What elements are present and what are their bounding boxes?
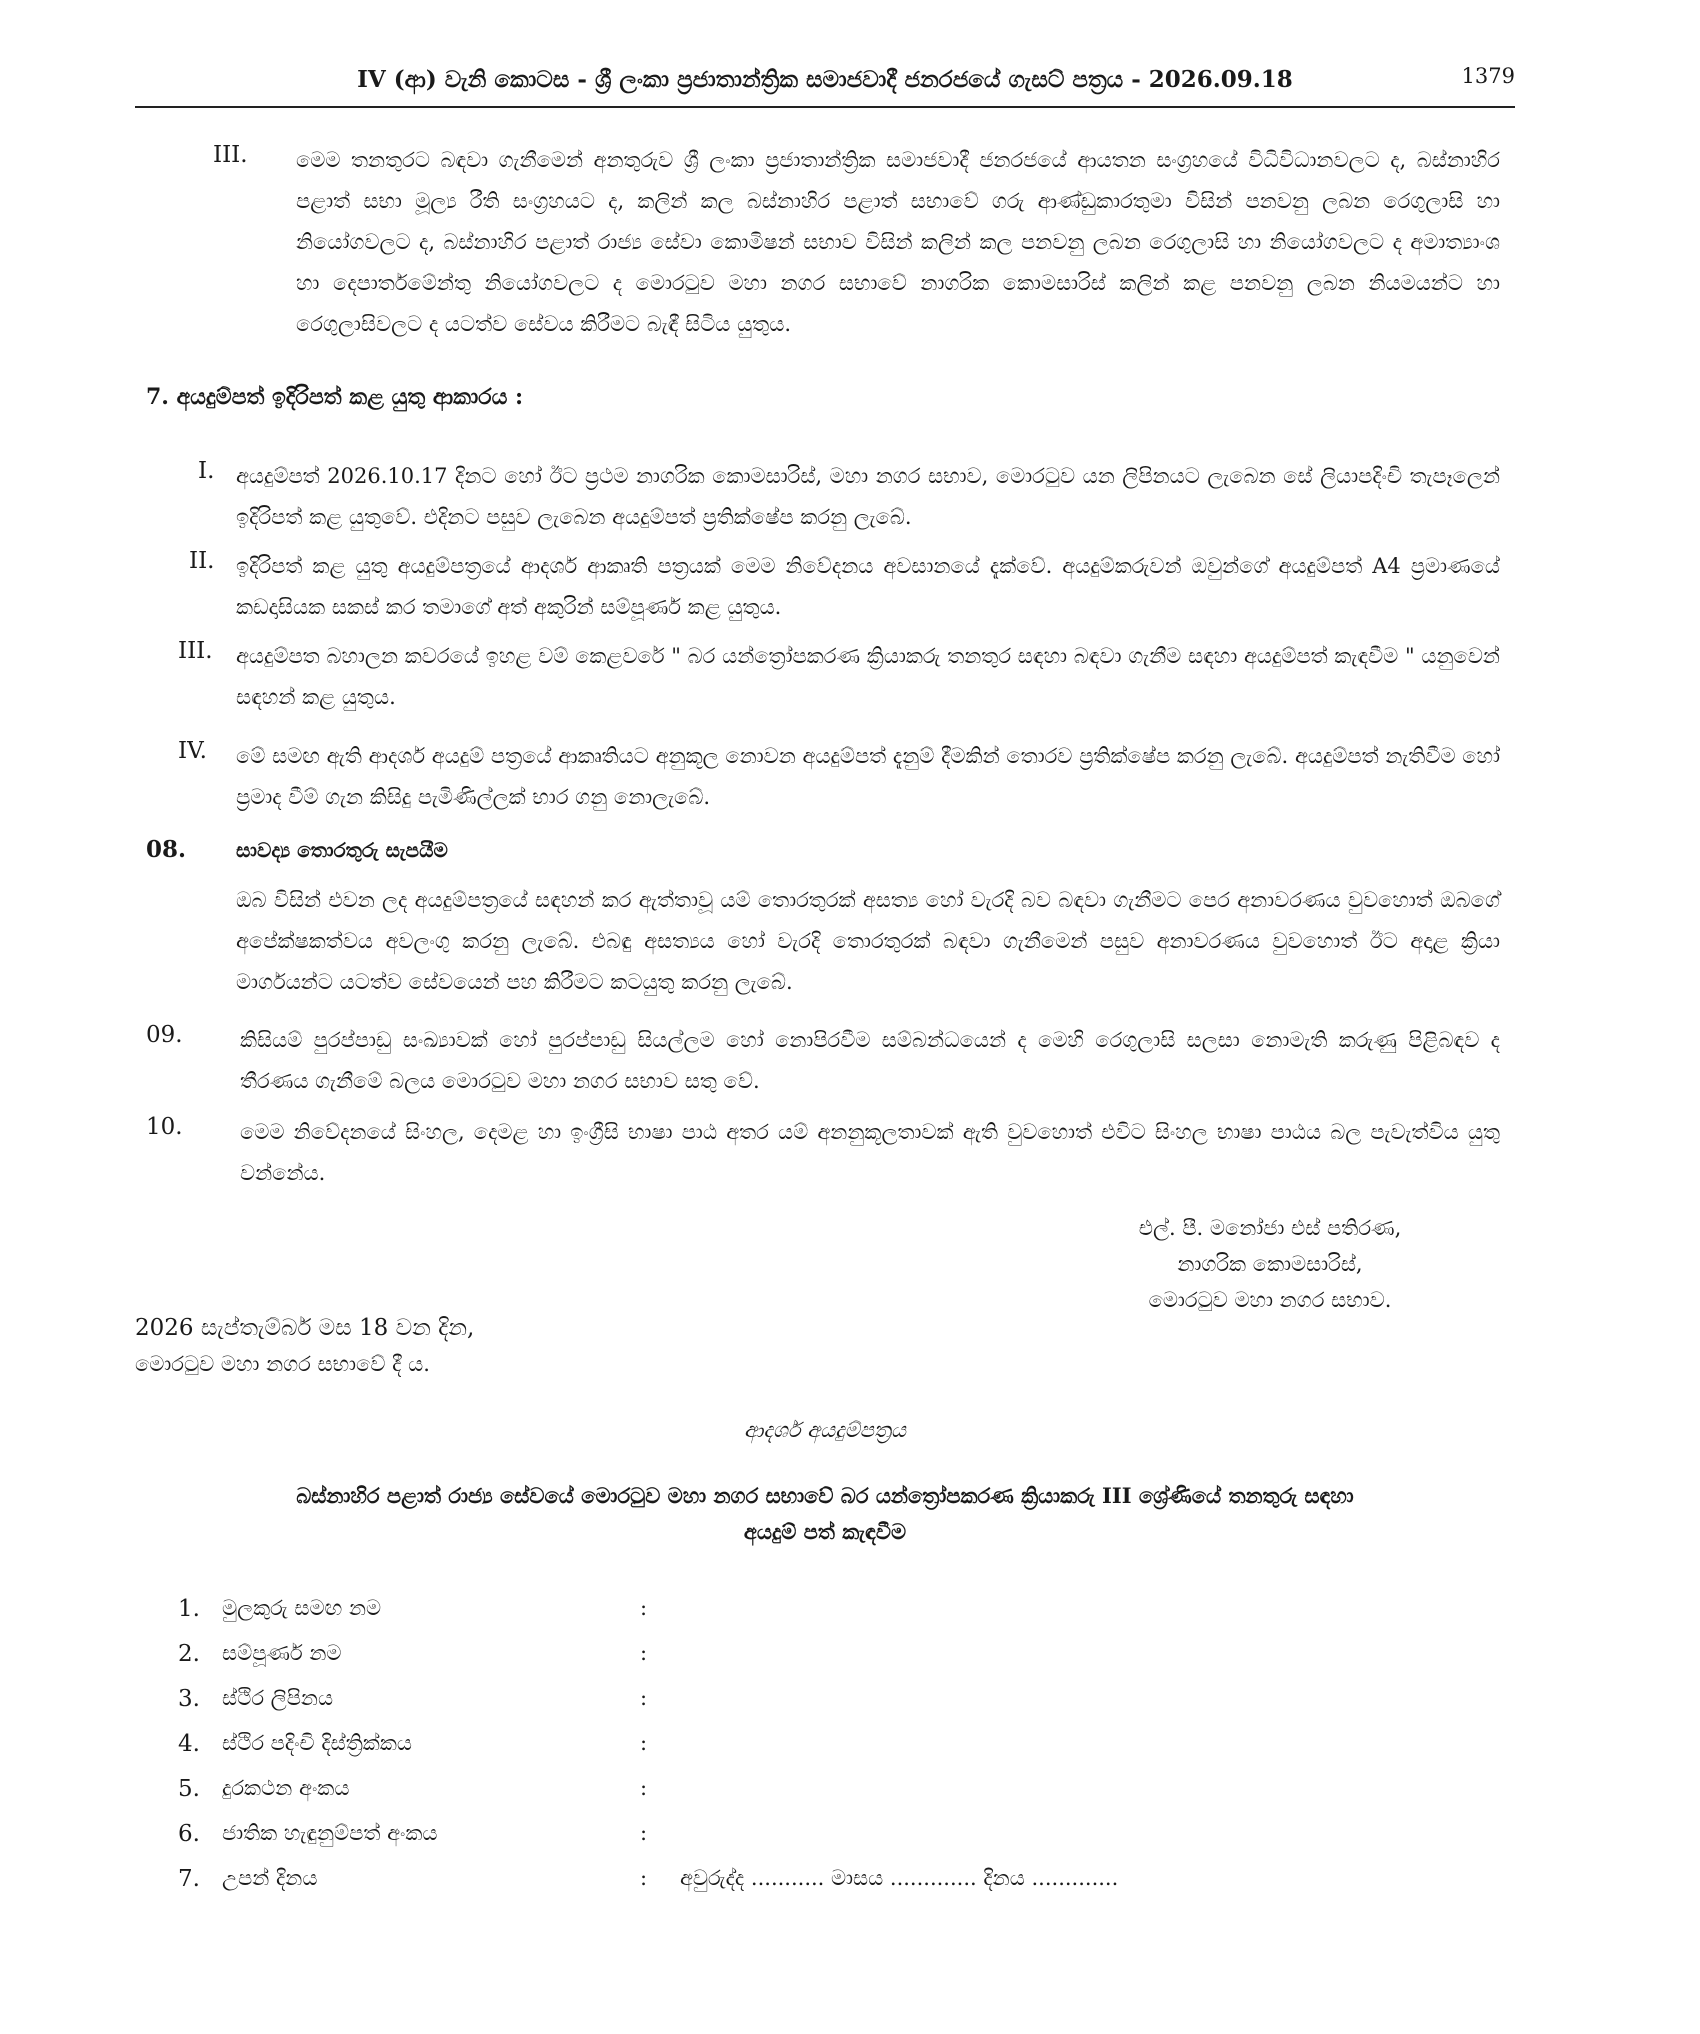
form-field-label: උපන් දිනය xyxy=(222,1866,318,1890)
notice-date: 2026 සැප්තැම්බර් මස 18 වන දින, xyxy=(135,1315,475,1341)
model-form-title-line-2: අයදුම් පත් කැඳවීම xyxy=(743,1519,907,1544)
form-field-number: 1. xyxy=(178,1596,200,1622)
form-field-label: ස්ථිර ලිපිනය xyxy=(222,1686,334,1710)
section-8-text: ඔබ විසින් එවන ලද අයදුම්පත්‍රයේ සඳහන් කර ඇත්තාවූ යම් තොරතුරක් අසත්‍ය හෝ වැරදි බව බඳවා ගැනීමට පෙර අනාවරණය වුවහොත් ඔබගේ අපේක්ෂකත්වය අවලංගු කරනු ලැබේ. එබඳු අසත්‍යය හෝ වැරදි තොරතුරක් බඳවා ගැනීමෙන් පසුව අනාවරණය වුවහොත් ඊට අදාළ ක්‍රියා මාර්ගයන්ට යටත්ව සේවයෙන් පහ කිරීමට කටයුතු කරනු ලැබේ. xyxy=(236,888,1500,994)
form-field-row xyxy=(170,1641,1370,1681)
form-field-number: 4. xyxy=(178,1731,200,1757)
section-10-number: 10. xyxy=(146,1114,183,1140)
section-iii-text: මෙම තනතුරට බඳවා ගැනීමෙන් අනතුරුව ශ්‍රී ලංකා ප්‍රජාතාන්ත්‍රික සමාජවාදී ජනරජයේ ආයතන සංග්‍රහයේ විධිවිධානවලට ද, බස්නාහිර පළාත් සභා මූල්‍ය රීති සංග්‍රහයට ද, කලින් කල බස්නාහිර පළාත් සභාවේ ගරු ආණ්ඩුකාරතුමා විසින් පනවනු ලබන රෙගුලාසි හා නියෝගවලට ද, බස්නාහිර පළාත් රාජ්‍ය සේවා කොමිෂන් සභාව විසින් කලින් කල පනවනු ලබන රෙගුලාසි හා නියෝගවලට ද අමාත්‍යාංශ හා දෙපාර්තමේන්තු නියෝගවලට ද මොරටුව මහා නගර සභාවේ නාගරික කොමසාරිස් කලින් කළ පනවනු ලබන නියමයන්ට හා රෙගුලාසිවලට ද යටත්ව සේවය කිරීමට බැඳී සිටිය යුතුය. xyxy=(296,148,1500,336)
signature-block xyxy=(1080,1210,1460,1318)
form-field-label: සම්පූර්ණ නම xyxy=(222,1641,342,1665)
form-field-colon: : xyxy=(640,1866,648,1890)
form-field-number: 7. xyxy=(178,1866,200,1892)
section-10-text: මෙම නිවේදනයේ සිංහල, දෙමළ හා ඉංග්‍රීසි භාෂා පාඨ අතර යම් අනනුකූලතාවක් ඇති වුවහොත් එවිට සිංහල භාෂා පාඨය බල පැවැත්විය යුතු වන්නේය. xyxy=(240,1120,1500,1185)
section-7-item-1-marker: I. xyxy=(198,458,215,484)
page-header xyxy=(135,60,1515,108)
page-number: 1379 xyxy=(1461,64,1515,88)
section-9-number: 09. xyxy=(146,1022,183,1048)
form-field-value: අවුරුද්ද ........... මාසය ............. දිනය ............. xyxy=(680,1866,1119,1890)
form-field-row xyxy=(170,1731,1370,1771)
model-form-title-line-1: බස්නාහිර පළාත් රාජ්‍ය සේවයේ මොරටුව මහා නගර සභාවේ බර යන්ත්‍රෝපකරණ ක්‍රියාකරු III ශ්‍රේණියේ තනතුරු සඳහා xyxy=(296,1483,1354,1508)
form-field-colon: : xyxy=(640,1596,648,1620)
form-field-colon: : xyxy=(640,1686,648,1710)
form-field-label: ස්ථිර පදිංචි දිස්ත්‍රික්කය xyxy=(222,1731,413,1755)
signatory-name: එල්. පී. මනෝජා එස් පතිරණ, xyxy=(1138,1216,1402,1240)
form-field-row xyxy=(170,1686,1370,1726)
form-field-label: මුලකුරු සමඟ නම xyxy=(222,1596,382,1620)
gazette-header-title: IV (ආ) වැනි කොටස - ශ්‍රී ලංකා ප්‍රජාතාන්ත්‍රික සමාජවාදී ජනරජයේ ගැසට් පත්‍රය - 2026.09.18 xyxy=(357,66,1293,93)
section-7-item-4-text: මේ සමඟ ඇති ආදර්ශ අයදුම් පත්‍රයේ ආකෘතියට අනුකූල නොවන අයදුම්පත් දැනුම් දීමකින් තොරව ප්‍රතික්ෂේප කරනු ලැබේ. අයදුම්පත් නැතිවීම හෝ ප්‍රමාද වීම් ගැන කිසිදු පැමිණිල්ලක් භාර ගනු නොලැබේ. xyxy=(236,744,1500,809)
form-field-row xyxy=(170,1821,1370,1861)
notice-place: මොරටුව මහා නගර සභාවේ දී ය. xyxy=(135,1352,430,1376)
section-iii-marker: III. xyxy=(213,142,248,168)
section-7-item-4-marker: IV. xyxy=(178,738,207,764)
signatory-title: නාගරික කොමසාරිස්, xyxy=(1177,1252,1363,1276)
section-9-text: කිසියම් පුරප්පාඩු සංඛ්‍යාවක් හෝ පුරප්පාඩු සියල්ලම හෝ නොපිරවීම සම්බන්ධයෙන් ද මෙහි රෙගුලාසි සලසා නොමැති කරුණු පිළිබඳව ද තීරණය ගැනීමේ බලය මොරටුව මහා නගර සභාව සතු වේ. xyxy=(240,1028,1500,1093)
form-field-colon: : xyxy=(640,1776,648,1800)
form-field-number: 6. xyxy=(178,1821,200,1847)
model-form-heading: ආදර්ශ අයදුම්පත්‍රය xyxy=(744,1418,906,1442)
form-field-row xyxy=(170,1596,1370,1636)
form-field-number: 3. xyxy=(178,1686,200,1712)
form-field-label: දුරකථන අංකය xyxy=(222,1776,350,1800)
form-field-number: 2. xyxy=(178,1641,200,1667)
section-7-item-1-text: අයදුම්පත් 2026.10.17 දිනට හෝ ඊට ප්‍රථම නාගරික කොමසාරිස්, මහා නගර සභාව, මොරටුව යන ලිපිනයට ලැබෙන සේ ලියාපදිංචි තැපෑලෙන් ඉදිරිපත් කළ යුතුවේ. එදිනට පසුව ලැබෙන අයදුම්පත් ප්‍රතික්ෂේප කරනු ලැබේ. xyxy=(236,464,1500,529)
section-7-heading: 7. අයදුම්පත් ඉදිරිපත් කළ යුතු ආකාරය : xyxy=(146,384,524,410)
form-field-number: 5. xyxy=(178,1776,200,1802)
date-place-block xyxy=(135,1310,474,1382)
section-7-item-3-text: අයදුම්පත බහාලන කවරයේ ඉහළ වම් කෙළවරේ " බර යන්ත්‍රෝපකරණ ක්‍රියාකරු තනතුර සඳහා බඳවා ගැනීම සඳහා අයදුම්පත් කැඳවීම " යනුවෙන් සඳහන් කළ යුතුය. xyxy=(236,644,1500,709)
section-7-item-2-text: ඉදිරිපත් කළ යුතු අයදුම්පත්‍රයේ ආදර්ශ ආකෘති පත්‍රයක් මෙම නිවේදනය අවසානයේ දැක්වේ. අයදුම්කරුවන් ඔවුන්ගේ අයදුම්පත් A4 ප්‍රමාණයේ කඩදාසියක සකස් කර තමාගේ අත් අකුරින් සම්පූර්ණ කළ යුතුය. xyxy=(236,554,1500,619)
section-8-title: සාවද්‍ය තොරතුරු සැපයීම xyxy=(236,838,448,862)
form-field-label: ජාතික හැඳුනුම්පත් අංකය xyxy=(222,1821,438,1845)
form-field-colon: : xyxy=(640,1641,648,1665)
section-7-item-3-marker: III. xyxy=(178,638,213,664)
form-field-row xyxy=(170,1776,1370,1816)
signatory-office: මොරටුව මහා නගර සභාව. xyxy=(1148,1288,1392,1312)
section-7-item-2-marker: II. xyxy=(189,548,215,574)
section-8-number: 08. xyxy=(146,836,187,863)
form-field-row xyxy=(170,1866,1370,1906)
form-field-colon: : xyxy=(640,1731,648,1755)
form-field-colon: : xyxy=(640,1821,648,1845)
